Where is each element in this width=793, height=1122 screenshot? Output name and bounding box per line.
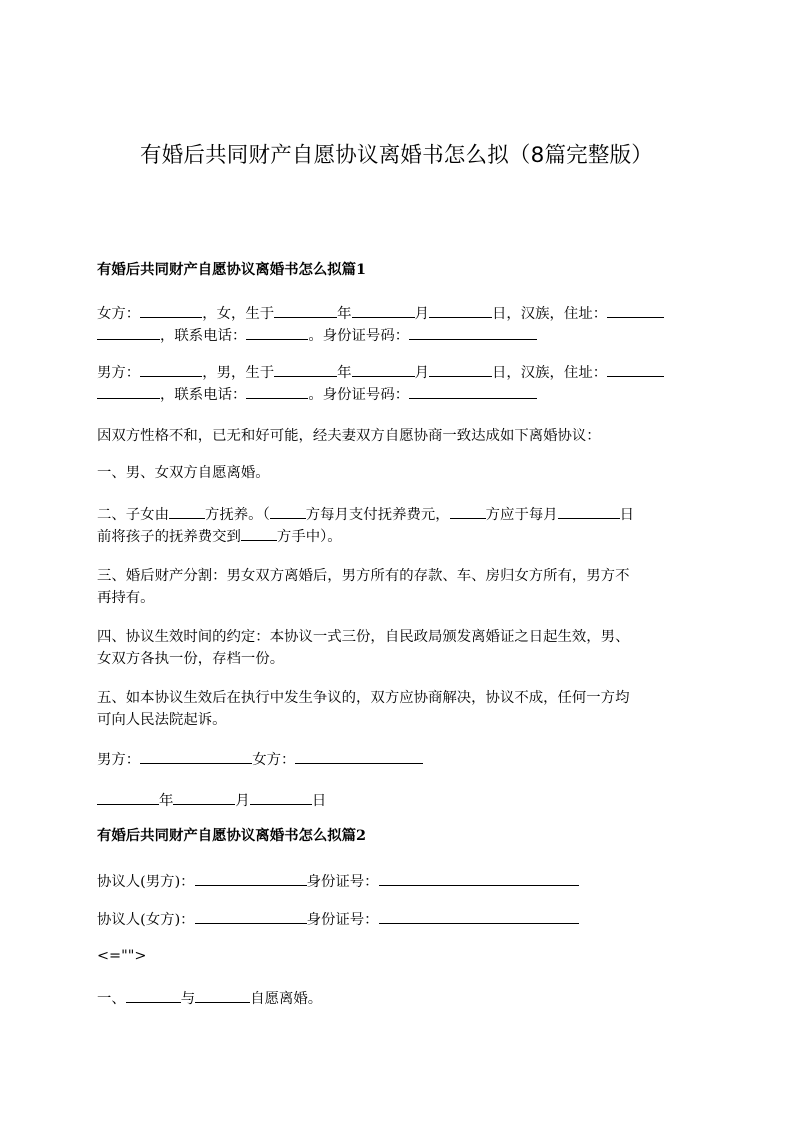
party-male-name-blank	[195, 870, 307, 886]
payer-party-blank-2	[450, 503, 486, 519]
clause-4-line-1: 四、协议生效时间的约定：本协议一式三份，自民政局颁发离婚证之日起生效，男、	[97, 629, 630, 645]
male-party-line-1: 男方： ，男，生于 年 月 日，汉族，住址：	[97, 361, 697, 384]
section-1-heading: 有婚后共同财产自愿协议离婚书怎么拟篇1	[97, 261, 367, 278]
female-birth-day-blank	[429, 302, 492, 318]
party-a-blank	[126, 987, 181, 1003]
male-birth-month-blank	[352, 361, 415, 377]
male-signature-blank	[140, 748, 252, 764]
payer-party-blank	[270, 503, 306, 519]
female-birth-month-blank	[352, 302, 415, 318]
female-id-blank	[409, 324, 537, 340]
party-female-name-blank	[195, 908, 307, 924]
party-female-id-blank	[379, 908, 579, 924]
party-female-line: 协议人(女方)： 身份证号：	[97, 908, 697, 931]
year-blank	[97, 789, 159, 805]
female-signature-blank	[295, 748, 423, 764]
female-name-blank	[140, 302, 202, 318]
male-id-blank	[409, 383, 537, 399]
custody-party-blank	[169, 503, 205, 519]
section-2-heading: 有婚后共同财产自愿协议离婚书怎么拟篇2	[97, 827, 367, 844]
clause-4-line-2: 女双方各执一份，存档一份。	[97, 651, 285, 667]
payment-day-blank	[558, 503, 620, 519]
male-party-line-2: ，联系电话： 。身份证号码：	[97, 383, 697, 406]
male-name-blank	[140, 361, 202, 377]
signature-line: 男方： 女方：	[97, 748, 697, 771]
clause-2-line-1: 二、子女由 方抚养。（ 方每月支付抚养费元， 方应于每月 日	[97, 503, 697, 526]
stray-markup-text: <="">	[97, 948, 147, 964]
party-male-line: 协议人(男方)： 身份证号：	[97, 870, 697, 893]
female-address-blank-cont	[97, 324, 160, 340]
female-party-line-2: ，联系电话： 。身份证号码：	[97, 324, 697, 347]
date-line: 年 月 日	[97, 789, 697, 812]
male-birth-year-blank	[274, 361, 337, 377]
male-phone-blank	[246, 383, 308, 399]
document-title: 有婚后共同财产自愿协议离婚书怎么拟（8篇完整版）	[140, 143, 653, 168]
male-address-blank-cont	[97, 383, 160, 399]
party-male-id-blank	[379, 870, 579, 886]
intro-paragraph: 因双方性格不和，已无和好可能，经夫妻双方自愿协商一致达成如下离婚协议：	[97, 428, 601, 444]
male-address-blank	[607, 361, 664, 377]
recipient-party-blank	[241, 525, 277, 541]
day-blank	[250, 789, 312, 805]
clause-2-line-2: 前将孩子的抚养费交到 方手中）。	[97, 525, 697, 548]
clause-5-line-2: 可向人民法院起诉。	[97, 712, 227, 728]
section-2-clause-1: 一、 与 自愿离婚。	[97, 987, 697, 1010]
party-b-blank	[195, 987, 250, 1003]
female-address-blank	[607, 302, 664, 318]
month-blank	[173, 789, 235, 805]
clause-3-line-1: 三、婚后财产分割：男女双方离婚后，男方所有的存款、车、房归女方所有，男方不	[97, 568, 630, 584]
clause-3-line-2: 再持有。	[97, 590, 155, 606]
clause-1: 一、男、女双方自愿离婚。	[97, 465, 270, 481]
male-birth-day-blank	[429, 361, 492, 377]
female-phone-blank	[246, 324, 308, 340]
clause-5-line-1: 五、如本协议生效后在执行中发生争议的，双方应协商解决，协议不成，任何一方均	[97, 690, 630, 706]
female-party-line-1: 女方： ，女，生于 年 月 日，汉族，住址：	[97, 302, 697, 325]
female-birth-year-blank	[274, 302, 337, 318]
